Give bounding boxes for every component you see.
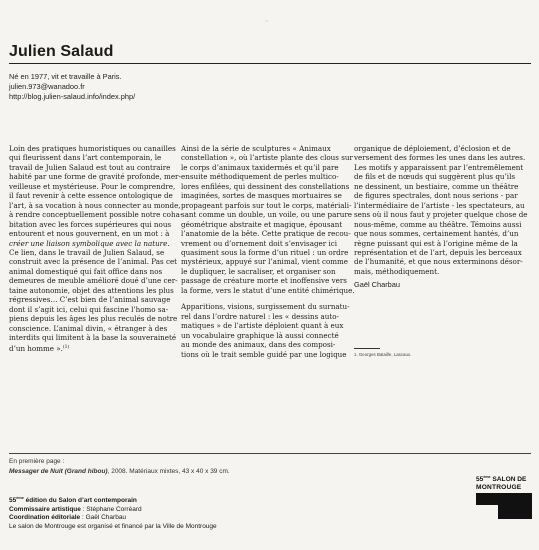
header-divider xyxy=(9,63,531,64)
artist-bio xyxy=(9,72,135,103)
text-line: l’intermédiaire de l’artiste - les spectateurs, au xyxy=(354,200,525,210)
bio-birth: Né en 1977, vit et travaille à Paris. xyxy=(9,72,122,81)
text-line: habité par une forme de gravité profonde, mer- xyxy=(9,172,181,182)
salon-logo xyxy=(476,474,532,519)
commissaire-name: : Stéphane Corréard xyxy=(80,505,142,513)
text-line: Ainsi de la série de sculptures « Animaux xyxy=(181,144,331,153)
footnote-ref[interactable]: (1) xyxy=(62,344,70,350)
text-line: passage de créature morte et inoffensive vers xyxy=(181,276,347,286)
credits xyxy=(9,494,217,531)
text-line: nous-même, comme au théâtre. Témoins aussi xyxy=(354,219,522,229)
text-line: de figures spectrales, dont nous serions - par xyxy=(354,191,518,201)
text-line: règne puissant qui est à l’origine même de la xyxy=(354,238,518,248)
edition-number: 55 xyxy=(9,497,17,504)
text-line: construit avec la présence de l’animal. Pas cet xyxy=(9,257,178,267)
caption-intro: En première page : xyxy=(9,458,65,465)
logo-salon-de: SALON DE xyxy=(490,476,527,483)
credits-note: Le salon de Montrouge est organisé et financé par la Ville de Montrouge xyxy=(9,522,217,530)
text-line: vrement ou d’ornement doit s’envisager ici xyxy=(181,238,338,248)
credits-coordination xyxy=(9,514,217,523)
edition-suffix: ème xyxy=(16,496,24,500)
text-line: constellation », où l’artiste plante des clous sur xyxy=(181,153,353,163)
text-line: versement des formes les unes dans les autres. xyxy=(354,153,526,163)
text-line: travail de Julien Salaud est tout au contraire xyxy=(9,162,171,172)
edition-text: édition du Salon d’art contemporain xyxy=(23,497,137,504)
text-line: demeures de meuble amélioré doué d’une cer- xyxy=(9,276,178,286)
text-line: qui fleurissent dans l’art contemporain, le xyxy=(9,153,162,163)
top-mark: :: xyxy=(265,18,269,24)
text-column-1 xyxy=(9,144,183,353)
text-line: représentation et de l’art, depuis les berceaux xyxy=(354,247,522,257)
logo-line-2: MONTROUGE xyxy=(476,483,522,491)
text-line: géométrique abstraite et magique, épousant xyxy=(181,219,343,229)
text-line: l’anatomie de la bête. Cette pratique de recou- xyxy=(181,229,351,239)
text-line: ne dessinent, un bestiaire, comme un théâtre xyxy=(354,181,519,191)
caption-line xyxy=(9,467,230,477)
text-line: bitation avec les forces supérieures qui nous xyxy=(9,219,172,229)
text-line: mais, méthodiquement. xyxy=(354,266,440,276)
text-line: Apparitions, visions, surgissement du surnatu- xyxy=(181,302,350,312)
coordination-label: Coordination éditoriale xyxy=(9,514,81,522)
text-line: quasiment sous la forme d’un rituel : un ordre xyxy=(181,247,349,257)
text-line: lores enfilées, qui dessinent des constellations xyxy=(181,181,350,191)
text-line: imaginées, sortes de masques mortuaires se xyxy=(181,191,342,201)
text-line: Les motifs y apparaissent par l’entremêlement xyxy=(354,162,524,172)
text-line: dont il s’agit ici, celui qui fascine l’homo sa- xyxy=(9,304,169,314)
cover-caption xyxy=(9,457,230,476)
artwork-title: Messager de Nuit (Grand hibou) xyxy=(9,467,108,475)
text-line: tions où le trait semble guidé par une logique xyxy=(181,349,347,359)
text-line: Ce lien, dans le travail de Julien Salaud, se xyxy=(9,247,165,257)
text-line: sens où il nous faut y projeter quelque chose de xyxy=(354,210,528,220)
text-line: d’un homme ». xyxy=(9,343,63,353)
author-signature: Gaël Charbau xyxy=(354,280,401,290)
text-line: Loin des pratiques humoristiques ou canailles xyxy=(9,144,176,153)
text-line-last xyxy=(9,343,175,353)
text-line: taine autonomie, objet des attentions les plus xyxy=(9,285,174,295)
paragraph-gap xyxy=(181,295,342,302)
text-line: propageant parfois sur tout le corps, matériali- xyxy=(181,200,352,210)
logo-mark-icon xyxy=(476,493,532,519)
text-line-emphasis: créer une liaison symbolique avec la nature. xyxy=(9,238,170,248)
bio-email[interactable]: julien.973@wanadoo.fr xyxy=(9,82,85,92)
text-column-3 xyxy=(354,144,530,290)
footnote: 1. Georges Bataille, Lascaux. xyxy=(354,352,412,357)
artwork-details: , 2008. Matériaux mixtes, 43 x 40 x 39 cm. xyxy=(107,467,230,475)
text-line: il faut revenir à cette essence ontologique de xyxy=(9,191,173,201)
logo-suffix: ème xyxy=(483,475,491,479)
text-column-2 xyxy=(181,144,355,359)
footnote-divider xyxy=(354,348,380,349)
text-line: la forme, vers le statut d’une entité chimérique. xyxy=(181,285,355,295)
text-line: organique de déploiement, d’éclosion et de xyxy=(354,144,511,153)
credits-edition xyxy=(9,494,217,506)
logo-line-1 xyxy=(476,474,532,484)
bio-website[interactable]: http://blog.julien-salaud.info/index.php/ xyxy=(9,92,136,102)
text-line: régressives… C’est bien de l’animal sauvage xyxy=(9,295,171,305)
text-line: un vocabulaire graphique là aussi connecté xyxy=(181,330,339,340)
text-line: mystérieux, appuyé sur l’animal, vient comme xyxy=(181,257,349,267)
credits-commissaire xyxy=(9,506,217,515)
text-line: piens depuis les âges les plus reculés de notre xyxy=(9,314,178,324)
text-line: à rendre conceptuellement possible notre coha- xyxy=(9,210,183,220)
artist-name: Julien Salaud xyxy=(9,43,114,60)
text-line: l’art, à sa vocation à nous connecter au monde, xyxy=(9,200,181,210)
caption-divider xyxy=(9,453,531,454)
text-line: de fils et de nœuds qui suggèrent plus qu’ils xyxy=(354,172,516,182)
text-line: le corps d’animaux taxidermés et qu’il pare xyxy=(181,162,339,172)
commissaire-label: Commissaire artistique xyxy=(9,505,81,513)
coordination-name: : Gaël Charbau xyxy=(80,514,127,522)
logo-number: 55 xyxy=(476,476,484,483)
text-line: veilleuse et mystérieuse. Pour le comprendre, xyxy=(9,181,176,191)
text-line: entourent et nous gouvernent, en un mot : à xyxy=(9,229,170,239)
text-line: sant comme un double, un voile, ou une parure xyxy=(181,210,353,220)
text-line: interdits qui limitent à la base la souveraineté xyxy=(9,333,177,343)
text-line: animal domestiqué qui fait office dans nos xyxy=(9,266,163,276)
text-line: rel dans l’ordre naturel : les « dessins auto- xyxy=(181,311,339,321)
text-line: ensuite méthodiquement de perles multico- xyxy=(181,172,339,182)
text-line: au monde des animaux, dans des composi- xyxy=(181,340,336,350)
text-line: de l’humanité, et que nous exterminons désor- xyxy=(354,257,523,267)
text-line: conscience. L’animal divin, « étranger à des xyxy=(9,323,168,333)
text-line: le dupliquer, le sacraliser, et organiser son xyxy=(181,266,336,276)
text-line: que nous sommes, certainement hantés, d’un xyxy=(354,229,519,239)
text-line: matiques » de l’artiste déploient quant à eux xyxy=(181,321,344,331)
